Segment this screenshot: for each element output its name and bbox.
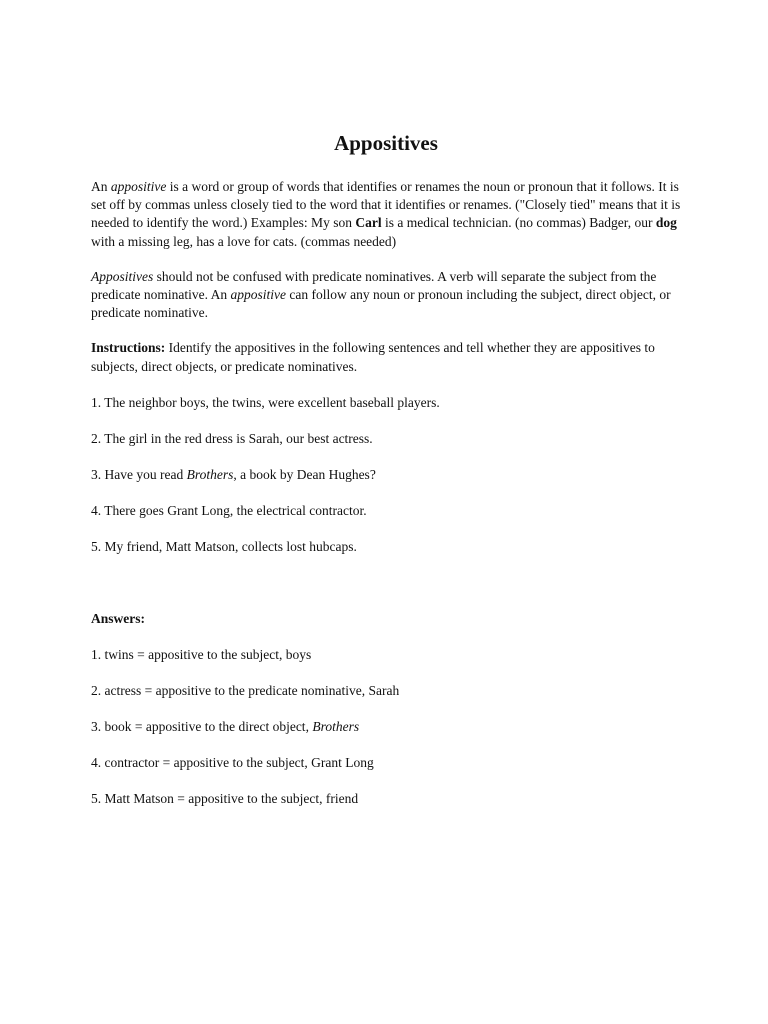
example-word-dog: dog — [655, 215, 677, 231]
answer-5: 5. Matt Matson = appositive to the subject, friend — [91, 790, 359, 806]
term-appositive-2: appositive — [230, 287, 286, 303]
answer-4: 4. contractor = appositive to the subject, Grant Long — [91, 754, 374, 770]
book-title: Brothers — [186, 466, 234, 482]
instructions-label: Instructions: — [91, 340, 166, 356]
question-5: 5. My friend, Matt Matson, collects lost hubcaps. — [91, 538, 357, 554]
answer-1: 1. twins = appositive to the subject, boys — [91, 646, 312, 662]
answer-2: 2. actress = appositive to the predicate nominative, Sarah — [91, 682, 400, 698]
term-appositives: Appositives — [91, 268, 154, 284]
document-page — [91, 128, 681, 826]
question-4: 4. There goes Grant Long, the electrical contractor. — [91, 502, 367, 518]
definition-paragraph: An appositive is a word or group of words that identifies or renames the noun or pronoun that it follows. It is set off by commas unless closely tied to the word that it identifies or renames. ("Closely tied" means that it is needed to identify the word.) Examples: My son Carl is a medical technician. (no commas) Badger, our dog with a missing leg, has a love for cats. (commas needed) — [91, 179, 681, 249]
comparison-paragraph: Appositives should not be confused with predicate nominatives. A verb will separate the subject from the predicate nominative. An appositive can follow any noun or pronoun including the subject, direct object, or predicate nominative. — [91, 268, 671, 321]
page-title: Appositives — [334, 131, 438, 155]
instructions-paragraph: Instructions: Identify the appositives in the following sentences and tell whether they are appositives to subjects, direct objects, or predicate nominatives. — [91, 340, 655, 374]
question-3: 3. Have you read Brothers, a book by Dean Hughes? — [91, 466, 376, 482]
answers-heading: Answers: — [91, 610, 145, 626]
question-1: 1. The neighbor boys, the twins, were excellent baseball players. — [91, 394, 440, 410]
example-word-carl: Carl — [355, 215, 382, 231]
answer-book-title: Brothers — [312, 718, 360, 734]
question-2: 2. The girl in the red dress is Sarah, our best actress. — [91, 430, 373, 446]
term-appositive: appositive — [110, 179, 167, 194]
answer-3: 3. book = appositive to the direct object, Brothers — [91, 718, 360, 734]
